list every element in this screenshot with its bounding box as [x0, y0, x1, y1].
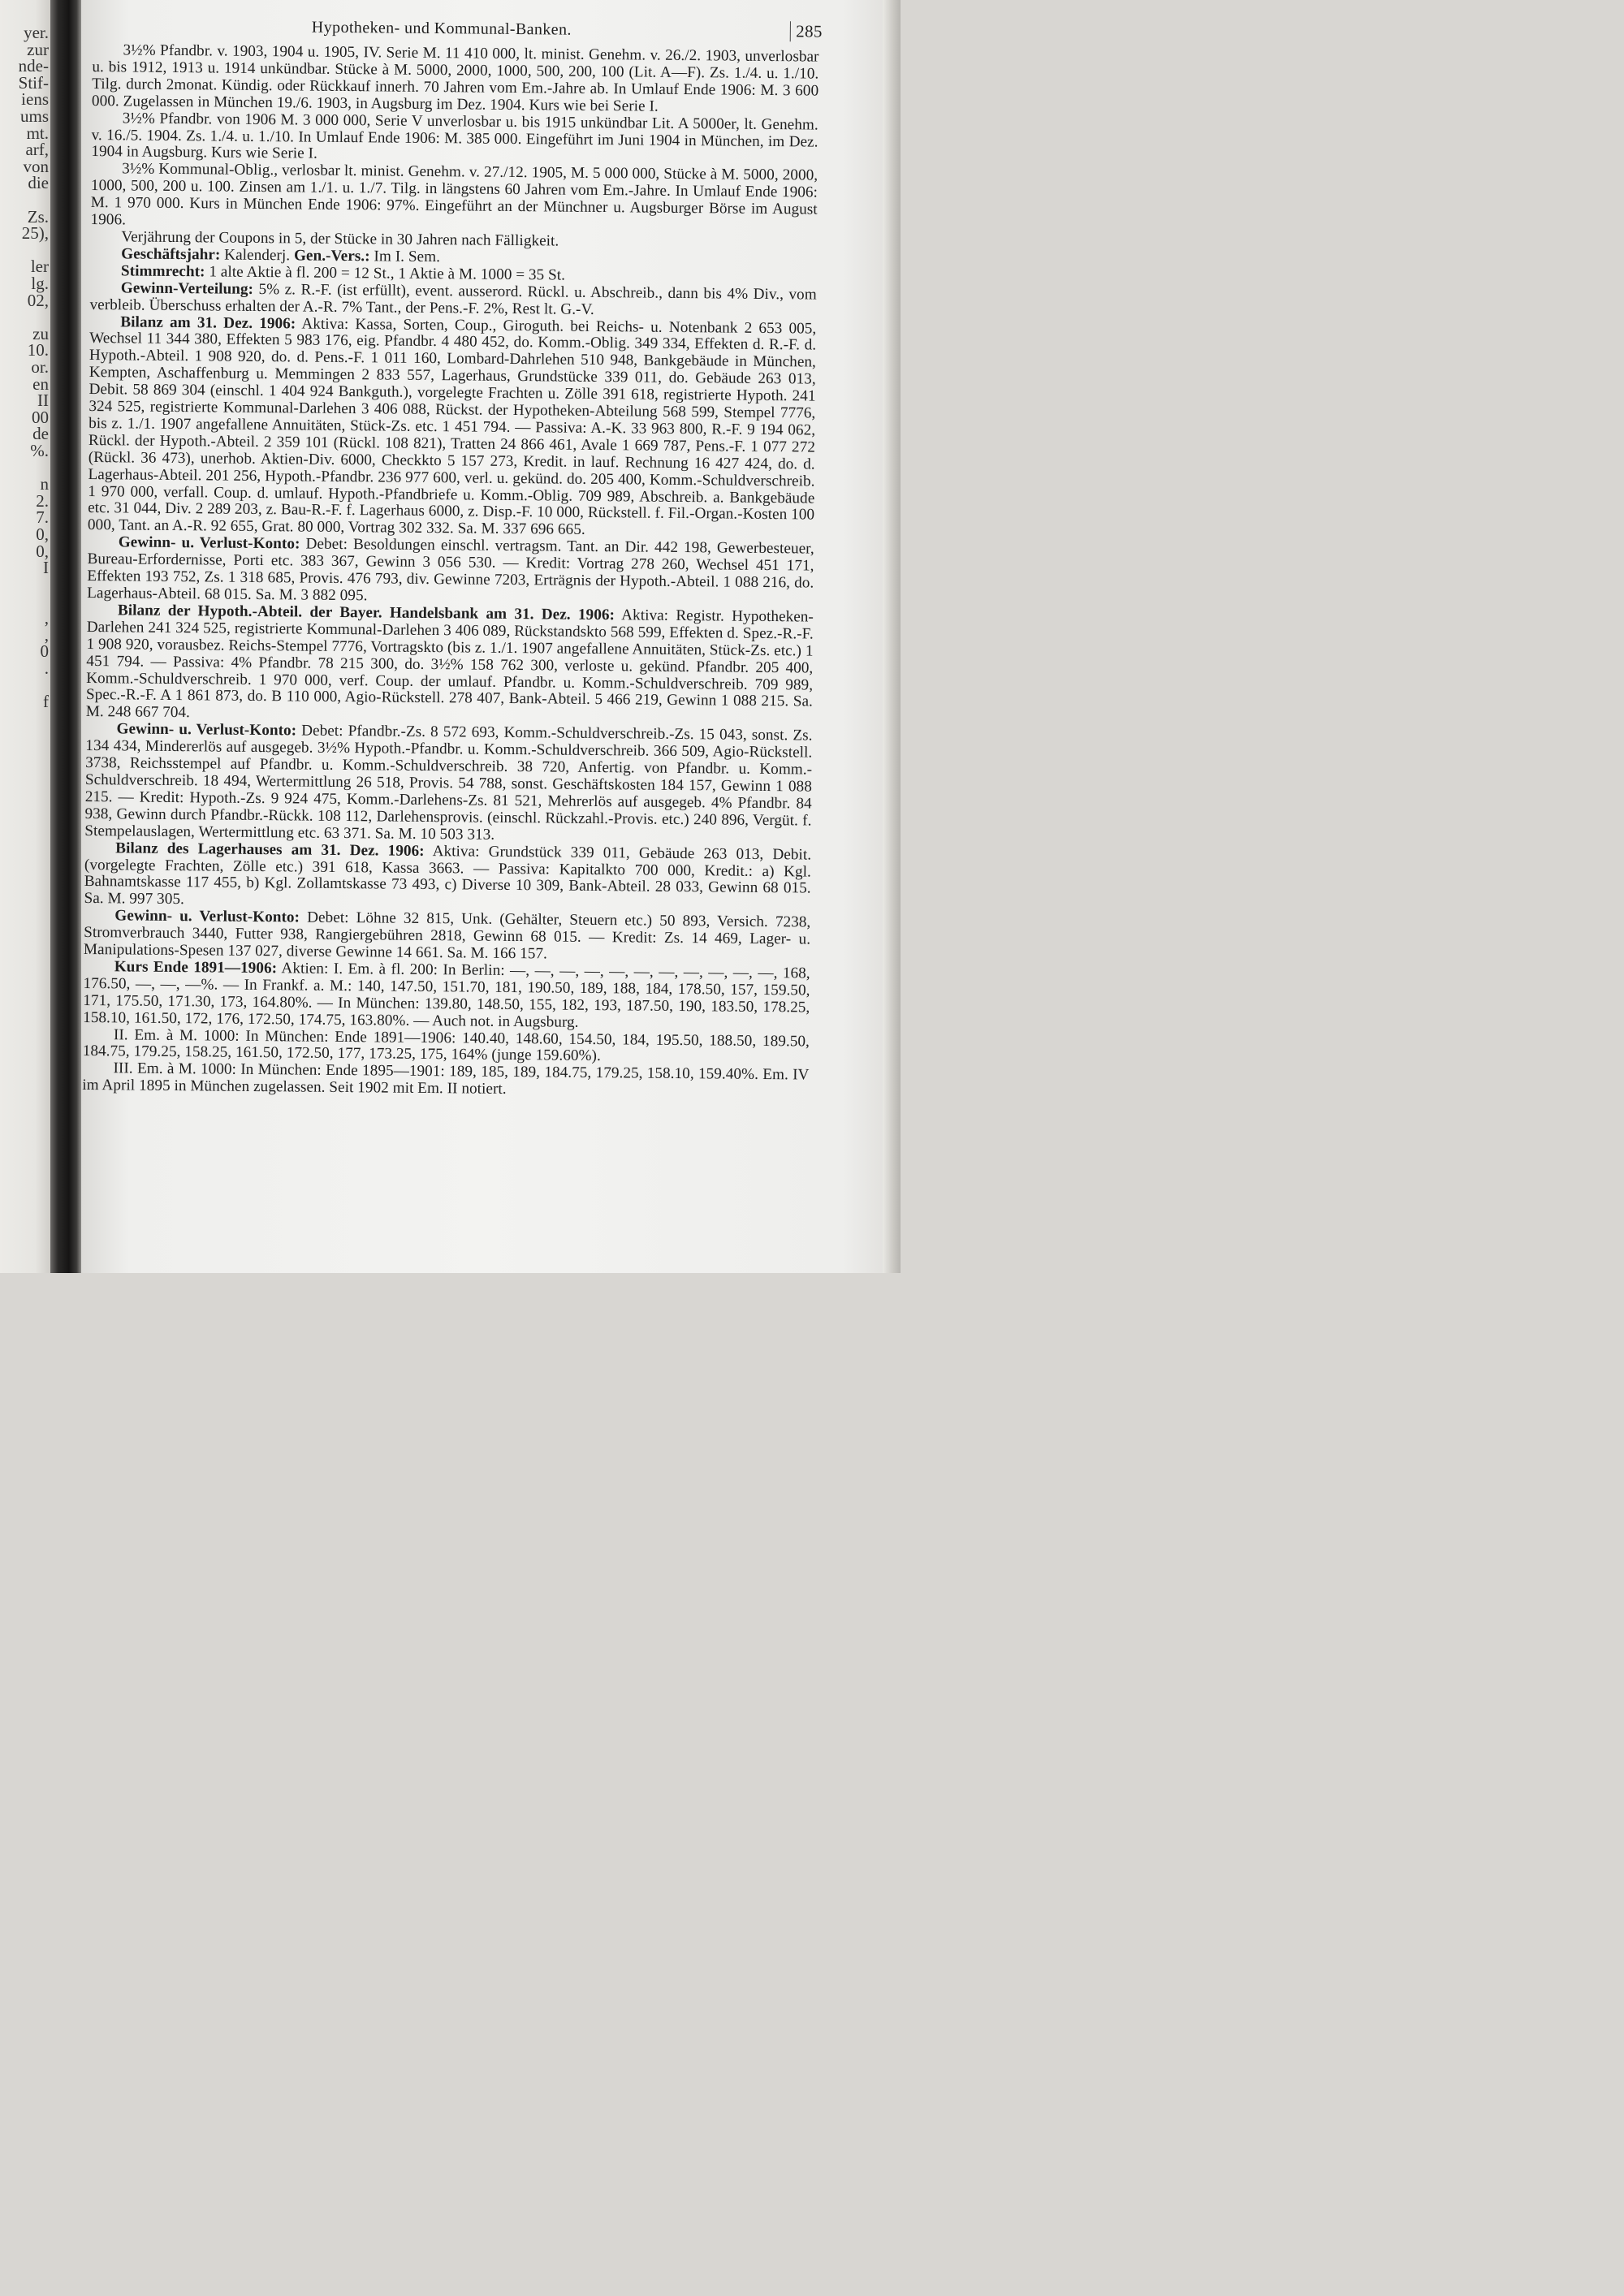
- paragraph-text: 3½% Kommunal-Oblig., verlosbar lt. minist. Genehm. v. 27./12. 1905, M. 5 000 000, Stücke à M. 5000, 2000, 1000, 500, 200 u. 100. Zinsen am 1./1. u. 1./7. Tilg. in längstens 60 Jahren vom Em.-Jahre. In Umlauf Ende 1906: M. 1 970 000. Kurs in München Ende 1906: 97%. Eingeführt an der Münchner u. Augsburger Börse im August 1906.: [90, 160, 818, 229]
- left-page-fragment-line: or.: [31, 357, 49, 377]
- paragraph-text: Debet: Pfandbr.-Zs. 8 572 693, Komm.-Schuldverschreib.-Zs. 15 043, sonst. Zs. 134 434, Mindererlös auf ausgegeb. 3½% Hypoth.-Pfandbr. u. Komm.-Schuldverschreib. 366 509, Agio-Rückstell. 3738, Reichsstempel auf Pfandbr. u. Komm.-Schuldverschreib. 38 720, Anfertig. von Pfandbr. u. Komm.-Schuldverschreib. 18 494, Wertermittlung 26 518, Provis. 54 788, sonst. Geschäftskosten 184 157, Gewinn 1 088 215. — Kredit: Hypoth.-Zs. 9 924 475, Komm.-Darlehens-Zs. 81 521, Mehrerlös auf ausgegeb. 4% Pfandbr. 84 938, Gewinn durch Pfandbr.-Rückk. 108 112, Darlehensprovis. (einschl. Rückzahl.-Provis. etc.) 240 896, Vergüt. f. Stempelauslagen, Wertermittlung etc. 63 371. Sa. M. 10 503 313.: [84, 722, 813, 844]
- left-page-fragment-line: zu: [32, 323, 49, 343]
- paragraph: [83, 959, 810, 1034]
- left-page-fragment-line: 0,: [36, 541, 49, 561]
- paragraph-text: 1 alte Aktie à fl. 200 = 12 St., 1 Aktie à M. 1000 = 35 St.: [205, 263, 566, 284]
- page-number: 285: [790, 21, 823, 41]
- left-page-fragment-line: ler: [30, 257, 49, 277]
- paragraph-text: Aktien: I. Em. à fl. 200: In Berlin: —, —, —, —, —, —, —, —, —, —, —, 168, 176.50, —, —, —%. — In Frankf. a. M.: 140, 147.50, 151.70, 181, 190.50, 189, 188, 184, 178.50, 157, 159.50, 171, 175.50, 171.30, 173, 164.80%. — In München: 139.80, 148.50, 155, 182, 193, 187.50, 190, 183.50, 178.25, 158.10, 161.50, 172, 176, 172.50, 174.75, 163.80%. — Auch not. in Augsburg.: [83, 960, 810, 1031]
- paragraph-text: II. Em. à M. 1000: In München: Ende 1891—1906: 140.40, 148.60, 154.50, 184, 195.50, 188.50, 189.50, 184.75, 179.25, 158.25, 161.50, 172.50, 177, 173.25, 175, 164% (junge 159.60%).: [82, 1025, 810, 1065]
- paragraph-text: 3½% Pfandbr. v. 1903, 1904 u. 1905, IV. Serie M. 11 410 000, lt. minist. Genehm. v. 26./2. 1903, unverlosbar u. bis 1912, 1913 u. 1914 unkündbar. Stücke à M. 5000, 2000, 1000, 500, 200, 100 (Lit. A—F). Zs. 1./4. u. 1./10. Tilg. durch 2monat. Kündig. oder Rückkauf innerh. 70 Jahren vom Em.-Jahre ab. In Umlauf Ende 1906: M. 3 600 000. Zugelassen in München 19./6. 1903, in Augsburg im Dez. 1904. Kurs wie bei Serie I.: [91, 41, 819, 115]
- section-heading: Bilanz des Lagerhauses am 31. Dez. 1906:: [115, 839, 425, 860]
- section-heading: Stimmrecht:: [120, 262, 205, 281]
- section-heading: Kurs Ende 1891—1906:: [114, 958, 278, 978]
- left-page-fragment-line: arf,: [25, 140, 49, 160]
- paragraph-text: III. Em. à M. 1000: In München: Ende 1895—1901: 189, 185, 189, 184.75, 179.25, 158.10, 159.40%. Em. IV im April 1895 in München zugelassen. Seit 1902 mit Em. II notiert.: [82, 1060, 810, 1098]
- paragraph: [84, 908, 811, 965]
- left-page-fragment-line: Stif-: [18, 72, 49, 93]
- page-body: [82, 42, 818, 1102]
- paragraph-text: Aktiva: Registr. Hypotheken-Darlehen 241 324 525, registrierte Kommunal-Darlehen 3 406 089, Rückstandskto 568 599, Effekten d. Spez.-R.-F. 1 908 920, vorausbez. Reichs-Stempel 7776, Vortragskto (bis z. 1./1. 1907 angefallene Annuitäten, Stück-Zs. etc.) 1 451 794. — Passiva: 4% Pfandbr. 78 215 300, do. 3½% 158 762 300, verloste u. gekünd. Pfandbr. 205 400, Komm.-Schuldverschreib. 1 970 000, verf. Coup. der umlauf. Pfandbr. u. Komm.-Schuldverschreib. 709 989, Spec.-R.-F. A 1 861 873, do. B 110 000, Agio-Rückstell. 278 407, Bank-Abteil. 5 466 219, Gewinn 1 088 215. Sa. M. 248 667 704.: [85, 606, 814, 722]
- paragraph-text: Debet: Besoldungen einschl. vertragsm. Tant. an Dir. 442 198, Gewerbesteuer, Bureau-Erfordernisse, Porti etc. 383 367, Gewinn 3 056 530. — Kredit: Vortrag 278 260, Wechsel 451 171, Effekten 193 752, Zs. 1 318 685, Provis. 476 793, div. Gewinne 7203, Erträgnis der Hypoth.-Abteil. 1 088 216, do. Lagerhaus-Abteil. 68 015. Sa. M. 3 882 095.: [87, 535, 814, 605]
- book-page: [81, 0, 883, 1273]
- section-heading: Gewinn- u. Verlust-Konto:: [114, 907, 300, 926]
- scanned-book-spread: [0, 0, 901, 1273]
- paragraph-text: Verjährung der Coupons in 5, der Stücke in 30 Jahren nach Fälligkeit.: [121, 228, 559, 250]
- section-heading: Bilanz der Hypoth.-Abteil. der Bayer. Handelsbank am 31. Dez. 1906:: [117, 602, 615, 624]
- left-page-fragment-line: ,: [44, 608, 49, 628]
- paragraph: [86, 602, 814, 728]
- paragraph: [84, 721, 812, 847]
- left-page-fragment-line: die: [28, 173, 49, 193]
- paragraph: [90, 161, 818, 235]
- left-page-fragment-line: 2.: [36, 490, 49, 511]
- section-heading: Gewinn- u. Verlust-Konto:: [116, 720, 297, 740]
- section-heading: Gewinn- u. Verlust-Konto:: [118, 533, 300, 553]
- left-page-fragment-line: .: [44, 658, 49, 678]
- section-heading: Gewinn-Verteilung:: [120, 279, 254, 298]
- left-page-fragment-line: de: [32, 424, 49, 444]
- left-page-fragment-line: 10.: [27, 340, 49, 360]
- running-title: Hypotheken- und Kommunal-Banken.: [311, 18, 572, 39]
- left-page-fragment-line: I: [43, 558, 49, 578]
- paragraph-text: 5% z. R.-F. (ist erfüllt), event. ausserord. Rückl. u. Abschreib., dann bis 4% Div., vom verbleib. Überschuss erhalten der A.-R. 7% Tant., der Pens.-F. 2%, Rest lt. G.-V.: [89, 280, 817, 318]
- left-page-fragment-line: n: [40, 474, 49, 494]
- left-page-fragment-line: 0: [40, 641, 49, 662]
- left-page-fragment-line: 25),: [21, 223, 49, 244]
- left-page-fragment-line: zur: [27, 39, 49, 59]
- left-page-fragment-line: yer.: [24, 23, 49, 42]
- paragraph: [82, 1060, 809, 1101]
- paragraph-text: Im I. Sem.: [369, 248, 441, 265]
- section-heading: Geschäftsjahr:: [121, 245, 221, 264]
- left-page-fragment-line: nde-: [18, 56, 49, 76]
- paragraph: [88, 313, 817, 541]
- paragraph-text: Aktiva: Kassa, Sorten, Coup., Giroguth. bei Reichs- u. Notenbank 2 653 005, Wechsel 11 344 380, Effekten 5 983 176, eig. Pfandbr. 4 480 452, do. Komm.-Oblig. 349 334, Effekten d. R.-F. d. Hypoth.-Abteil. 1 908 920, do. d. Pens.-F. 1 011 160, Lombard-Dahrlehen 510 948, Bankgebäude in München, Kempten, Aschaffenburg u. Memmingen 2 833 557, Lagerhaus, Grundstücke 339 011, do. Gebäude 263 013, Debit. 58 869 304 (einschl. 1 404 924 Bankguth.), vorgelegte Frachten u. Zölle 391 618, registrierte Hypoth. 241 324 525, registrierte Kommunal-Darlehen 3 406 088, Rückst. der Hypotheken-Abteilung 568 599, Stempel 7776, bis z. 1./1. 1907 angefallene Annuitäten, Stück-Zs. etc. 1 451 794. — Passiva: A.-K. 33 963 800, R.-F. 9 194 062, Rückl. der Hypoth.-Abteil. 2 359 101 (Rückl. 108 821), Tratten 24 866 461, Avale 1 669 787, Pens.-F. 1 077 272 (Rückl. 36 473), unerhob. Aktien-Div. 6000, Checkkto 5 157 273, Kredit. in lauf. Rechnung 16 427 424, do. d. Lagerhaus-Abteil. 201 256, Hypoth.-Pfandbr. 236 977 600, verl. u. gekünd. do. 205 400, Komm.-Schuldverschreib. 1 970 000, verfall. Coup. d. umlauf. Hypoth.-Pfandbriefe u. Komm.-Oblig. 709 989, Abschreib. a. Bankgebäude etc. 31 044, Div. 2 289 203, z. Bau-R.-F. f. Lagerhaus 6000, z. Disp.-F. 10 000, Rückstell. f. Fil.-Organ.-Kosten 100 000, Tant. an A.-R. 92 655, Grat. 80 000, Vortrag 302 332. Sa. M. 337 696 665.: [87, 314, 817, 539]
- left-page-fragment-line: iens: [21, 89, 49, 110]
- paragraph: [92, 42, 819, 117]
- left-page-fragment-line: ,: [44, 624, 49, 645]
- left-page-fragment-line: 7.: [36, 507, 49, 528]
- section-heading: Gen.-Vers.:: [293, 247, 370, 265]
- left-page-fragment-line: f: [43, 692, 49, 711]
- left-page-fragment-line: lg.: [31, 274, 49, 293]
- page-content: [82, 15, 823, 1102]
- paragraph-text: 3½% Pfandbr. von 1906 M. 3 000 000, Serie V unverlosbar u. bis 1915 unkündbar Lit. A 5000er, lt. Genehm. v. 16./5. 1904. Zs. 1./4. u. 1./10. In Umlauf Ende 1906: M. 385 000. Eingeführt im Juni 1904 in München, im Dez. 1904 in Augsburg. Kurs wie Serie I.: [91, 109, 818, 163]
- book-gutter: [50, 0, 81, 1273]
- section-heading: Bilanz am 31. Dez. 1906:: [120, 313, 296, 332]
- paragraph-text: Aktiva: Grundstück 339 011, Gebäude 263 013, Debit. (vorgelegte Frachten, Zölle etc.) 391 618, Kassa 3663. — Passiva: Kapitalkto 700 000, Kredit.: a) Kgl. Bahnamtskasse 117 455, b) Kgl. Zollamtskasse 73 493, c) Diverse 10 309, Bank-Abteil. 28 033, Gewinn 68 015. Sa. M. 997 305.: [84, 842, 812, 908]
- left-page-fragment-line: mt.: [26, 123, 49, 143]
- left-page-fragment-line: von: [23, 156, 49, 176]
- left-page-fragment-line: Zs.: [27, 206, 49, 227]
- page-edge: [883, 0, 901, 1273]
- paragraph: [84, 840, 811, 915]
- paragraph: [91, 110, 818, 168]
- left-page-fragment: [0, 0, 50, 1273]
- left-page-fragment-line: en: [32, 373, 49, 394]
- left-page-fragment-line: 0,: [36, 524, 49, 544]
- left-page-fragment-line: 02,: [27, 290, 49, 310]
- left-page-fragment-line: 00: [32, 407, 49, 427]
- paragraph-text: Debet: Löhne 32 815, Unk. (Gehälter, Steuern etc.) 50 893, Versich. 7238, Stromverbrauch 3440, Futter 938, Rangiergebühren 2818, Gewinn 68 015. — Kredit: Zs. 14 469, Lager- u. Manipulations-Spesen 137 027, diverse Gewinne 14 661. Sa. M. 166 157.: [83, 908, 811, 963]
- left-page-fragment-line: ums: [19, 106, 49, 126]
- left-page-fragment-line: II: [37, 391, 49, 411]
- left-page-fragment-line: %.: [30, 441, 49, 460]
- paragraph-text: Kalenderj.: [220, 246, 295, 265]
- paragraph: [87, 534, 814, 609]
